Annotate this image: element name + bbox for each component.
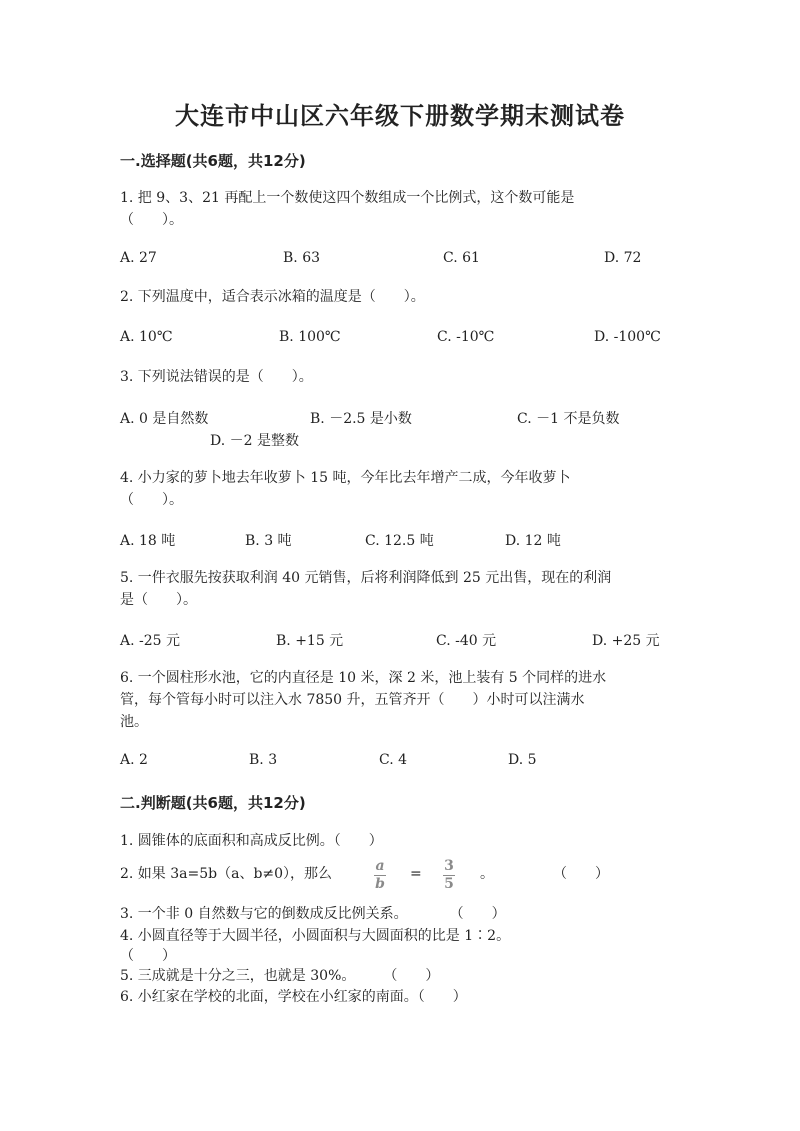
judgment-2-paren: （ ） <box>553 866 609 882</box>
q3-option-a: A. 0 是自然数 <box>120 411 209 427</box>
q1-option-c: C. 61 <box>443 250 480 266</box>
q4-option-a: A. 18 吨 <box>120 533 176 549</box>
page-title: 大连市中山区六年级下册数学期末测试卷 <box>175 102 625 130</box>
q5-option-d: D. +25 元 <box>592 633 660 649</box>
question-1-line2: （ ）。 <box>120 212 183 228</box>
judgment-2-text: 2. 如果 3a=5b（a、b≠0），那么 <box>120 866 333 882</box>
q1-option-b: B. 63 <box>283 250 321 266</box>
judgment-4-line1: 4. 小圆直径等于大圆半径，小圆面积与大圆面积的比是 1∶2。 <box>120 928 511 944</box>
q2-option-a: A. 10℃ <box>120 329 173 345</box>
judgment-4-line2: （ ） <box>120 948 176 964</box>
fraction-a-over-b <box>374 859 386 892</box>
fraction-b-denominator: b <box>375 876 385 892</box>
q1-option-a: A. 27 <box>120 250 157 266</box>
question-1-line1: 1. 把 9、3、21 再配上一个数使这四个数组成一个比例式，这个数可能是 <box>120 190 575 206</box>
q1-option-d: D. 72 <box>604 250 642 266</box>
question-6-line2: 管，每个管每小时可以注入水 7850 升，五管齐开（ ）小时可以注满水 <box>120 692 585 708</box>
q6-option-b: B. 3 <box>249 752 278 768</box>
equals-sign: = <box>410 866 422 882</box>
question-5-line1: 5. 一件衣服先按获取利润 40 元销售，后将利润降低到 25 元出售，现在的利润 <box>120 570 612 586</box>
q3-option-d: D. －2 是整数 <box>210 433 299 449</box>
q2-option-b: B. 100℃ <box>279 329 341 345</box>
q4-option-d: D. 12 吨 <box>505 533 561 549</box>
question-4-line1: 4. 小力家的萝卜地去年收萝卜 15 吨，今年比去年增产二成，今年收萝卜 <box>120 470 571 486</box>
q2-option-c: C. -10℃ <box>437 329 495 345</box>
question-4-line2: （ ）。 <box>120 492 183 508</box>
section-heading-choice: 一.选择题(共6题，共12分) <box>120 152 306 170</box>
q6-option-d: D. 5 <box>508 752 537 768</box>
judgment-2-period: 。 <box>480 866 494 882</box>
judgment-5: 5. 三成就是十分之三，也就是 30%。 （ ） <box>120 968 440 984</box>
fraction-5-denominator: 5 <box>444 876 454 892</box>
fraction-a-numerator: a <box>375 858 385 874</box>
question-5-line2: 是（ ）。 <box>120 592 197 608</box>
fraction-3-over-5 <box>443 859 455 892</box>
fraction-3-numerator: 3 <box>444 858 454 874</box>
q4-option-c: C. 12.5 吨 <box>365 533 434 549</box>
question-6-line1: 6. 一个圆柱形水池，它的内直径是 10 米，深 2 米，池上装有 5 个同样的进水 <box>120 670 607 686</box>
q4-option-b: B. 3 吨 <box>245 533 292 549</box>
q5-option-c: C. -40 元 <box>436 633 497 649</box>
section-heading-judgment: 二.判断题(共6题，共12分) <box>120 794 306 812</box>
q5-option-a: A. -25 元 <box>120 633 181 649</box>
question-3-line1: 3. 下列说法错误的是（ ）。 <box>120 369 313 385</box>
q3-option-c: C. －1 不是负数 <box>517 411 620 427</box>
judgment-6: 6. 小红家在学校的北面，学校在小红家的南面。（ ） <box>120 989 467 1005</box>
q6-option-a: A. 2 <box>120 752 148 768</box>
judgment-3: 3. 一个非 0 自然数与它的倒数成反比例关系。 （ ） <box>120 906 506 922</box>
q2-option-d: D. -100℃ <box>594 329 661 345</box>
q3-option-b: B. －2.5 是小数 <box>310 411 412 427</box>
question-2-line1: 2. 下列温度中，适合表示冰箱的温度是（ ）。 <box>120 289 425 305</box>
judgment-1: 1. 圆锥体的底面积和高成反比例。（ ） <box>120 833 383 849</box>
q5-option-b: B. +15 元 <box>276 633 344 649</box>
question-6-line3: 池。 <box>120 714 148 730</box>
q6-option-c: C. 4 <box>379 752 408 768</box>
